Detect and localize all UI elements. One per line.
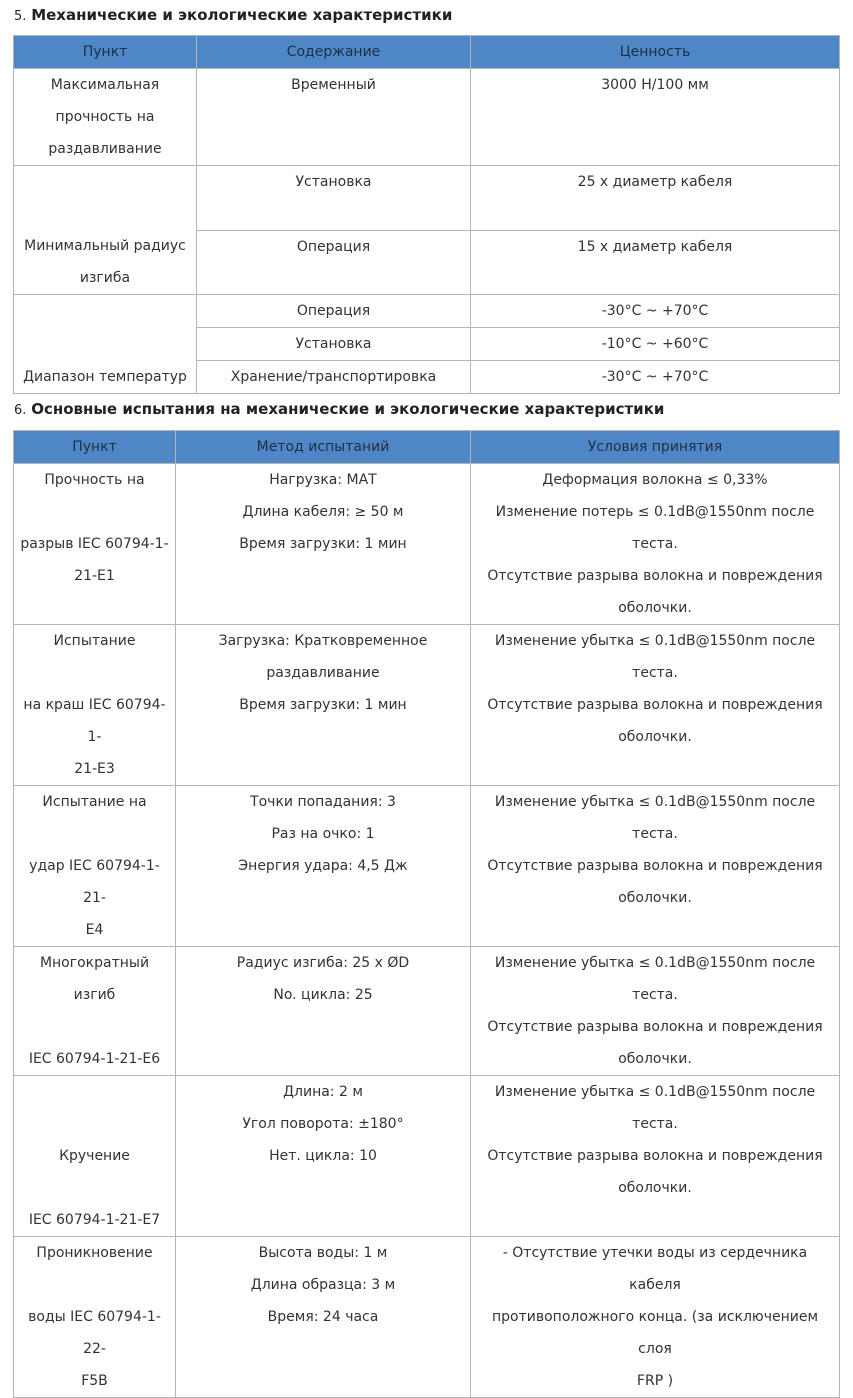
cell-text: Нет. цикла: 10 [269, 1148, 377, 1164]
content-cell: Временный [197, 69, 471, 166]
value-cell: 25 х диаметр кабеля [471, 166, 840, 231]
value-cell: 3000 Н/100 мм [471, 69, 840, 166]
section-number: 5. [14, 9, 27, 24]
cell-text: Отсутствие разрыва волокна и повреждения [487, 858, 823, 874]
method-cell [176, 786, 471, 947]
section-6-heading [14, 400, 664, 418]
column-header: Пункт [14, 36, 197, 69]
table-row [14, 1237, 840, 1398]
content-cell: Операция [197, 295, 471, 328]
cell-text: изгиба [79, 270, 131, 286]
cell-text: Угол поворота: ±180° [242, 1116, 404, 1132]
cell-text: на краш IEC 60794-1- [23, 697, 166, 745]
method-cell [176, 625, 471, 786]
table-row [14, 1076, 840, 1237]
cell-text: Отсутствие разрыва волокна и повреждения [487, 1019, 823, 1035]
cell-text: FRP ) [636, 1373, 674, 1389]
criteria-cell [471, 1237, 840, 1398]
column-header: Условия принятия [471, 431, 840, 464]
cell-text: оболочки. [618, 1051, 692, 1067]
cell-spacer [18, 1269, 171, 1301]
cell-text: 21-E1 [74, 568, 115, 584]
method-cell [176, 1237, 471, 1398]
cell-text: IEC 60794-1-21-E7 [28, 1212, 161, 1228]
cell-text: удар IEC 60794-1-21- [29, 858, 160, 906]
cell-spacer [18, 818, 171, 850]
characteristics-table [13, 35, 840, 394]
criteria-cell [471, 1076, 840, 1237]
criteria-cell [471, 464, 840, 625]
column-header: Метод испытаний [176, 431, 471, 464]
cell-text: Время загрузки: 1 мин [239, 536, 407, 552]
table-header-row [14, 431, 840, 464]
tests-table [13, 430, 840, 1398]
cell-text: Длина кабеля: ≥ 50 м [242, 504, 404, 520]
cell-text: Изменение убытка ≤ 0.1dB@1550nm после теста. [494, 955, 816, 1003]
item-cell: Диапазон температур [14, 295, 197, 394]
table-row [14, 947, 840, 1076]
method-cell [176, 1076, 471, 1237]
cell-text: раздавливание [266, 665, 380, 681]
item-cell [14, 625, 176, 786]
cell-text: Многократный изгиб [39, 955, 150, 1003]
item-cell [14, 69, 197, 166]
cell-text: - Отсутствие утечки воды из сердечника кабеля [502, 1245, 808, 1293]
content-cell: Установка [197, 166, 471, 231]
cell-text: оболочки. [618, 890, 692, 906]
content-cell: Операция [197, 231, 471, 295]
content-cell: Установка [197, 328, 471, 361]
section-5-heading [14, 6, 452, 24]
cell-text: оболочки. [618, 729, 692, 745]
cell-text: Минимальный радиус [24, 238, 186, 254]
cell-spacer [18, 1108, 171, 1140]
cell-text: Время: 24 часа [267, 1309, 379, 1325]
cell-spacer [18, 1076, 171, 1108]
table-row [14, 464, 840, 625]
cell-spacer [18, 1011, 171, 1043]
value-cell: 15 х диаметр кабеля [471, 231, 840, 295]
content-cell: Хранение/транспортировка [197, 361, 471, 394]
table-row [14, 295, 840, 328]
cell-text: Время загрузки: 1 мин [239, 697, 407, 713]
method-cell [176, 947, 471, 1076]
cell-text: Изменение убытка ≤ 0.1dB@1550nm после теста. [494, 1084, 816, 1132]
cell-text: Отсутствие разрыва волокна и повреждения [487, 568, 823, 584]
cell-text: Изменение убытка ≤ 0.1dB@1550nm после теста. [494, 794, 816, 842]
cell-text: Радиус изгиба: 25 х ØD [236, 955, 410, 971]
cell-text: F5B [81, 1373, 108, 1389]
cell-text: Максимальная [50, 77, 160, 93]
cell-text: Длина: 2 м [283, 1084, 363, 1100]
cell-text: Изменение потерь ≤ 0.1dB@1550nm после теста. [495, 504, 815, 552]
section-title: Механические и экологические характеристики [31, 6, 453, 24]
table-row [14, 69, 840, 166]
cell-spacer [18, 657, 171, 689]
value-cell: -30°C ~ +70°C [471, 361, 840, 394]
cell-text: Высота воды: 1 м [258, 1245, 388, 1261]
cell-text: Точки попадания: 3 [250, 794, 396, 810]
cell-text: Загрузка: Кратковременное [218, 633, 428, 649]
cell-text: Нагрузка: МАТ [269, 472, 377, 488]
table-row [14, 166, 840, 231]
item-cell [14, 1076, 176, 1237]
value-cell: -10°C ~ +60°C [471, 328, 840, 361]
section-title: Основные испытания на механические и экологические характеристики [31, 400, 665, 418]
cell-text: Прочность на [44, 472, 145, 488]
cell-text: Испытание на [42, 794, 147, 810]
cell-text: противоположного конца. (за исключением слоя [491, 1309, 819, 1357]
cell-text: Проникновение [36, 1245, 153, 1261]
value-cell: -30°C ~ +70°C [471, 295, 840, 328]
column-header: Ценность [471, 36, 840, 69]
cell-text: раздавливание [48, 141, 162, 157]
cell-text: воды IEC 60794-1-22- [28, 1309, 161, 1357]
column-header: Содержание [197, 36, 471, 69]
cell-text: Испытание [53, 633, 136, 649]
cell-text: оболочки. [618, 600, 692, 616]
item-cell [14, 1237, 176, 1398]
criteria-cell [471, 947, 840, 1076]
cell-text: Отсутствие разрыва волокна и повреждения [487, 697, 823, 713]
cell-text: Деформация волокна ≤ 0,33% [542, 472, 768, 488]
cell-text: IEC 60794-1-21-E6 [28, 1051, 161, 1067]
criteria-cell [471, 625, 840, 786]
cell-text: 21-E3 [74, 761, 115, 777]
cell-spacer [18, 1172, 171, 1204]
cell-text: Длина образца: 3 м [250, 1277, 396, 1293]
cell-text: разрыв IEC 60794-1- [20, 536, 169, 552]
method-cell [176, 464, 471, 625]
cell-text: прочность на [55, 109, 155, 125]
cell-text: Энергия удара: 4,5 Дж [238, 858, 408, 874]
cell-text: Изменение убытка ≤ 0.1dB@1550nm после теста. [494, 633, 816, 681]
table-row [14, 786, 840, 947]
cell-spacer [18, 496, 171, 528]
cell-text: Отсутствие разрыва волокна и повреждения [487, 1148, 823, 1164]
cell-text: Раз на очко: 1 [271, 826, 375, 842]
item-cell [14, 166, 197, 295]
table-header-row [14, 36, 840, 69]
cell-text: No. цикла: 25 [273, 987, 373, 1003]
section-number: 6. [14, 403, 27, 418]
column-header: Пункт [14, 431, 176, 464]
item-cell [14, 786, 176, 947]
cell-text: Кручение [59, 1148, 130, 1164]
criteria-cell [471, 786, 840, 947]
item-cell [14, 464, 176, 625]
table-row [14, 625, 840, 786]
cell-text: оболочки. [618, 1180, 692, 1196]
cell-text: E4 [85, 922, 104, 938]
item-cell [14, 947, 176, 1076]
